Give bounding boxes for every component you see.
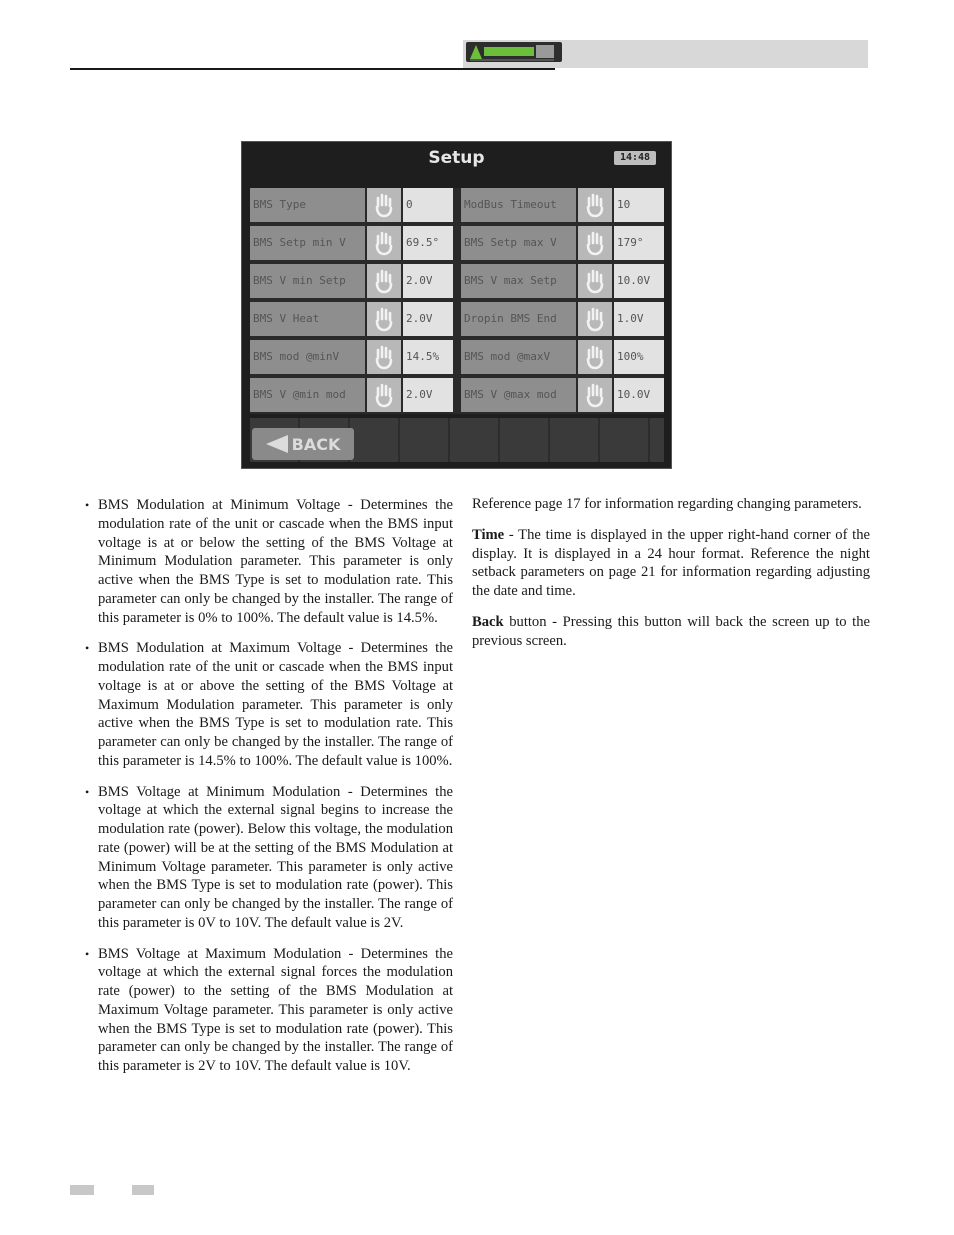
param-value: 179° bbox=[614, 226, 664, 260]
bullet-icon: • bbox=[85, 784, 90, 799]
param-label: BMS Type bbox=[250, 188, 365, 222]
left-column bbox=[85, 496, 453, 1088]
right-column bbox=[472, 495, 870, 662]
screen-time: 14:48 bbox=[614, 151, 656, 165]
param-row[interactable] bbox=[461, 188, 666, 222]
reference-paragraph: Reference page 17 for information regarding changing parameters. bbox=[472, 496, 862, 512]
time-paragraph: Time - The time is displayed in the upper right-hand corner of the display. It is displayed in a 24 hour format. Reference the night setback parameters on page 21 for information regarding adjusting the date and time. bbox=[472, 526, 870, 599]
param-label: BMS V @min mod bbox=[250, 378, 365, 412]
param-label: Dropin BMS End bbox=[461, 302, 576, 336]
hand-icon[interactable] bbox=[578, 302, 612, 336]
param-row[interactable] bbox=[461, 340, 666, 374]
param-row[interactable] bbox=[461, 226, 666, 260]
hand-icon[interactable] bbox=[367, 226, 401, 260]
hand-icon[interactable] bbox=[367, 188, 401, 222]
param-row[interactable] bbox=[250, 226, 455, 260]
param-label: BMS mod @maxV bbox=[461, 340, 576, 374]
param-label: BMS V @max mod bbox=[461, 378, 576, 412]
param-row[interactable] bbox=[250, 264, 455, 298]
param-label: BMS Setp min V bbox=[250, 226, 365, 260]
hand-icon[interactable] bbox=[578, 378, 612, 412]
param-label: BMS mod @minV bbox=[250, 340, 365, 374]
param-value: 2.0V bbox=[403, 378, 453, 412]
back-paragraph: Back button - Pressing this button will back the screen up to the previous screen. bbox=[472, 613, 870, 649]
hand-icon[interactable] bbox=[578, 226, 612, 260]
setup-screen bbox=[241, 141, 672, 469]
param-value: 100% bbox=[614, 340, 664, 374]
back-button-label: BACK bbox=[291, 434, 341, 454]
param-row[interactable] bbox=[250, 378, 455, 412]
hand-icon[interactable] bbox=[367, 378, 401, 412]
parameter-grid bbox=[250, 188, 664, 414]
time-term: Time bbox=[472, 526, 505, 543]
param-row[interactable] bbox=[461, 302, 666, 336]
header-rule bbox=[70, 68, 555, 70]
list-item: • BMS Modulation at Maximum Voltage - Determines the modulation rate of the unit or cascade when the BMS input voltage is at or above the setting of the BMS Voltage at Maximum Modulation parameter. This parameter is only active when the BMS Type is set to modulation rate. This parameter can only be changed by the installer. The range of this parameter is 14.5% to 100%. The default value is 100%. bbox=[85, 640, 453, 769]
footer-marker bbox=[132, 1185, 154, 1195]
hand-icon[interactable] bbox=[578, 340, 612, 374]
param-label: BMS V min Setp bbox=[250, 264, 365, 298]
param-row[interactable] bbox=[250, 188, 455, 222]
param-label: BMS V Heat bbox=[250, 302, 365, 336]
param-label: ModBus Timeout bbox=[461, 188, 576, 222]
param-row[interactable] bbox=[461, 378, 666, 412]
arrow-left-icon bbox=[266, 435, 288, 453]
bullet-icon: • bbox=[85, 498, 90, 512]
param-value: 10.0V bbox=[614, 264, 664, 298]
list-item: • BMS Voltage at Minimum Modulation - Determines the voltage at which the external signal begins to increase the modulation rate (power). Below this voltage, the modulation rate (power) will be at the setting of the BMS Modulation at Minimum Voltage parameter. This parameter is only active when the BMS Type is set to modulation rate (power). This parameter can only be changed by the installer. The range of this parameter is 0V to 10V. The default value is 2V. bbox=[85, 783, 453, 931]
param-value: 0 bbox=[403, 188, 453, 222]
armor-x2-logo bbox=[466, 41, 562, 63]
param-label: BMS Setp max V bbox=[461, 226, 576, 260]
param-value: 10 bbox=[614, 188, 664, 222]
param-row[interactable] bbox=[461, 264, 666, 298]
footer-marker bbox=[70, 1185, 94, 1195]
param-value: 10.0V bbox=[614, 378, 664, 412]
param-value: 1.0V bbox=[614, 302, 664, 336]
bullet-icon: • bbox=[85, 946, 90, 961]
back-button[interactable] bbox=[252, 428, 354, 460]
param-row[interactable] bbox=[250, 340, 455, 374]
param-label: BMS V max Setp bbox=[461, 264, 576, 298]
hand-icon[interactable] bbox=[367, 264, 401, 298]
hand-icon[interactable] bbox=[367, 302, 401, 336]
param-value: 2.0V bbox=[403, 302, 453, 336]
list-item: • BMS Voltage at Maximum Modulation - Determines the voltage at which the external signal forces the modulation rate (power) to the setting of the BMS Modulation at Maximum Voltage parameter. This parameter is only active when the BMS Type is set to modulation rate (power). This parameter can only be changed by the installer. The range of this parameter is 2V to 10V. The default value is 10V. bbox=[85, 945, 453, 1074]
param-value: 14.5% bbox=[403, 340, 453, 374]
hand-icon[interactable] bbox=[578, 188, 612, 222]
param-value: 69.5° bbox=[403, 226, 453, 260]
back-term: Back bbox=[472, 613, 504, 630]
screen-title: Setup bbox=[428, 148, 485, 168]
param-row[interactable] bbox=[250, 302, 455, 336]
param-value: 2.0V bbox=[403, 264, 453, 298]
hand-icon[interactable] bbox=[367, 340, 401, 374]
list-item: • BMS Modulation at Minimum Voltage - Determines the modulation rate of the unit or cascade when the BMS input voltage is at or below the setting of the BMS Voltage at Minimum Modulation parameter. This parameter is only active when the BMS Type is set to modulation rate. This parameter can only be changed by the installer. The range of this parameter is 0% to 100%. The default value is 14.5%. bbox=[85, 497, 453, 626]
bullet-icon: • bbox=[85, 641, 90, 656]
hand-icon[interactable] bbox=[578, 264, 612, 298]
